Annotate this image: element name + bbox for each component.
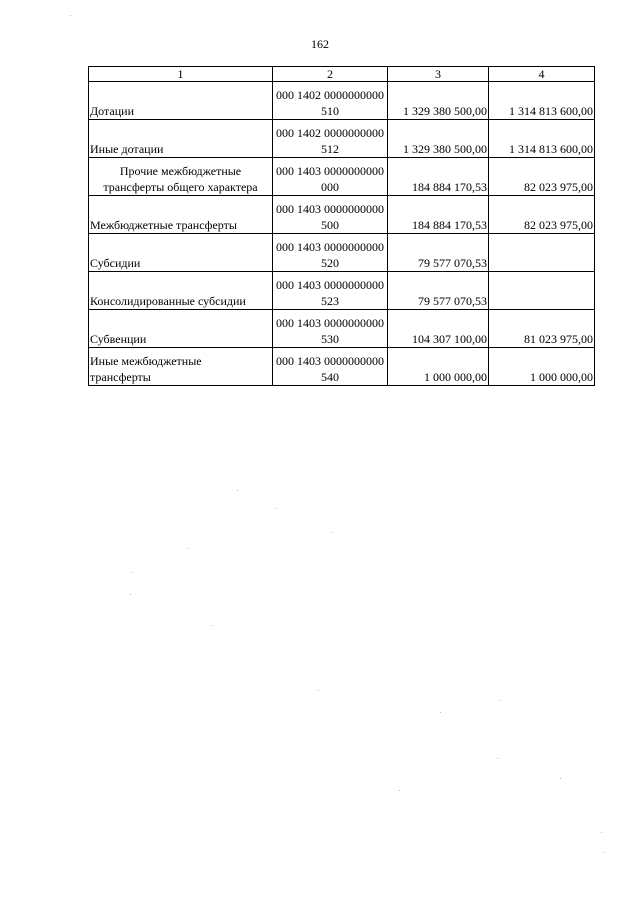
scan-speck (604, 852, 605, 853)
row-sum-4-cell (489, 234, 595, 272)
row-sum-3-cell: 184 884 170,53 (388, 196, 489, 234)
scan-speck (497, 758, 498, 759)
row-sum-4-cell: 81 023 975,00 (489, 310, 595, 348)
row-code-line: 000 1403 0000000000 (276, 354, 384, 368)
row-code-line: 000 1403 0000000000 (276, 278, 384, 292)
row-code-line: 000 1402 0000000000 (276, 88, 384, 102)
scan-speck (318, 690, 319, 691)
row-code-cell (273, 158, 388, 196)
table-row (89, 120, 595, 158)
row-sum-4-cell (489, 272, 595, 310)
row-name-cell (89, 348, 273, 386)
table-row (89, 158, 595, 196)
scan-speck (560, 778, 561, 779)
row-code-line: 000 1403 0000000000 (276, 164, 384, 178)
table-row (89, 348, 595, 386)
scan-speck (440, 712, 441, 713)
row-sum-3-cell: 184 884 170,53 (388, 158, 489, 196)
row-name-line: Иные межбюджетные (90, 354, 202, 368)
scan-speck (399, 790, 400, 791)
header-row (89, 67, 595, 82)
row-name-line: трансферты (90, 370, 151, 384)
row-sum-4-cell: 82 023 975,00 (489, 158, 595, 196)
scan-speck (332, 532, 333, 533)
row-code-cell (273, 196, 388, 234)
row-code-line: 512 (321, 142, 339, 156)
table-row (89, 196, 595, 234)
row-name-cell (89, 196, 273, 234)
page-number: 162 (311, 37, 329, 51)
row-code-line: 500 (321, 218, 339, 232)
row-name-line: Субвенции (90, 332, 147, 346)
row-code-line: 520 (321, 256, 339, 270)
row-sum-3-cell: 79 577 070,53 (388, 272, 489, 310)
row-sum-3-cell: 104 307 100,00 (388, 310, 489, 348)
row-code-cell (273, 272, 388, 310)
row-name-line: трансферты общего характера (103, 180, 258, 194)
scan-speck (70, 15, 71, 16)
row-name-cell (89, 82, 273, 120)
row-code-line: 000 1403 0000000000 (276, 240, 384, 254)
row-sum-4-cell: 1 314 813 600,00 (489, 82, 595, 120)
row-sum-4-cell: 82 023 975,00 (489, 196, 595, 234)
row-name-cell (89, 120, 273, 158)
table-row (89, 272, 595, 310)
row-name-line: Иные дотации (90, 142, 164, 156)
row-sum-4-cell: 1 314 813 600,00 (489, 120, 595, 158)
row-code-cell (273, 120, 388, 158)
row-name-line: Дотации (90, 104, 135, 118)
row-code-line: 000 1402 0000000000 (276, 126, 384, 140)
row-code-line: 530 (321, 332, 339, 346)
row-sum-3-cell: 1 000 000,00 (388, 348, 489, 386)
row-sum-3-cell: 1 329 380 500,00 (388, 82, 489, 120)
scan-speck (601, 832, 602, 833)
row-name-cell (89, 310, 273, 348)
scan-speck (237, 490, 238, 491)
row-name-line: Субсидии (90, 256, 141, 270)
scan-speck (211, 625, 212, 626)
row-name-cell (89, 234, 273, 272)
row-name-line: Консолидированные субсидии (90, 294, 246, 308)
row-code-cell (273, 348, 388, 386)
column-header-4: 4 (489, 67, 595, 82)
scan-speck (131, 572, 132, 573)
row-code-line: 510 (321, 104, 339, 118)
scan-speck (188, 548, 189, 549)
row-name-cell (89, 272, 273, 310)
row-code-line: 000 (321, 180, 339, 194)
row-sum-3-cell: 1 329 380 500,00 (388, 120, 489, 158)
column-header-2: 2 (273, 67, 388, 82)
row-code-cell (273, 310, 388, 348)
table-row (89, 82, 595, 120)
row-code-cell (273, 234, 388, 272)
table-header (89, 67, 595, 82)
row-code-line: 000 1403 0000000000 (276, 316, 384, 330)
table-row (89, 234, 595, 272)
scan-speck (500, 700, 501, 701)
column-header-3: 3 (388, 67, 489, 82)
table-body (89, 82, 595, 386)
row-code-cell (273, 82, 388, 120)
column-header-1: 1 (89, 67, 273, 82)
row-name-line: Прочие межбюджетные (119, 164, 242, 178)
scan-speck (276, 508, 277, 509)
row-name-cell (89, 158, 273, 196)
row-code-line: 000 1403 0000000000 (276, 202, 384, 216)
budget-table (88, 66, 595, 386)
table-row (89, 310, 595, 348)
row-code-line: 540 (321, 370, 339, 384)
row-code-line: 523 (321, 294, 339, 308)
row-sum-3-cell: 79 577 070,53 (388, 234, 489, 272)
scan-speck (130, 594, 131, 595)
row-name-line: Межбюджетные трансферты (90, 218, 237, 232)
row-sum-4-cell: 1 000 000,00 (489, 348, 595, 386)
